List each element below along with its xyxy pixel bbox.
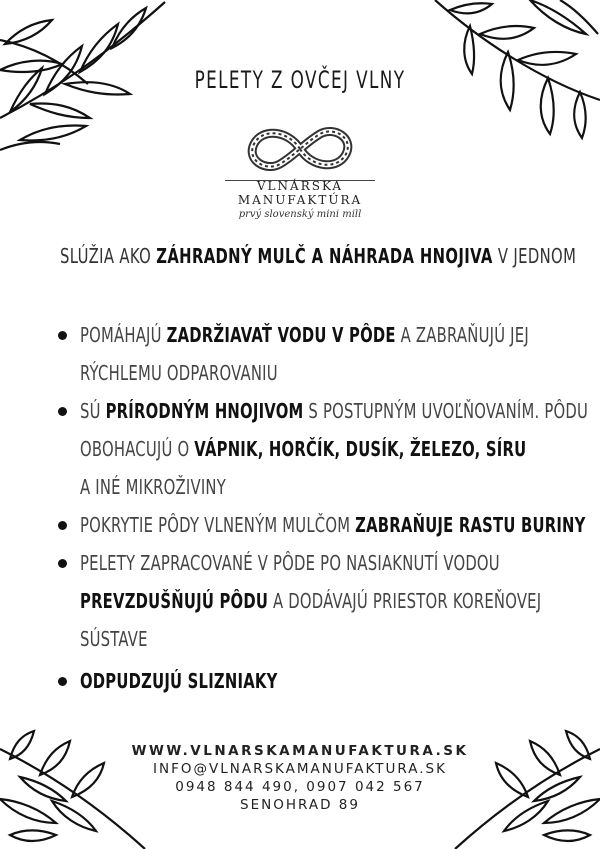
list-item: PELETY ZAPRACOVANÉ V PÔDE PO NASIAKNUTÍ VODOU PREVZDUŠŇUJÚ PÔDU A DODÁVAJÚ PRIESTOR KOREŇOVEJ SÚSTAVE: [50, 544, 600, 658]
list-item: POMÁHAJÚ ZADRŽIAVAŤ VODU V PÔDE A ZABRAŇUJÚ JEJ RÝCHLEMU ODPAROVANIU: [50, 316, 600, 392]
list-item: SÚ PRÍRODNÝM HNOJIVOM S POSTUPNÝM UVOĽŇOVANÍM. PÔDU OBOHACUJÚ O VÁPNIK, HORČÍK, DUSÍK, ŽELEZO, SÍRU A INÉ MIKROŽIVINY: [50, 392, 600, 506]
list-item: POKRYTIE PÔDY VLNENÝM MULČOM ZABRAŇUJE RASTU BURINY: [50, 506, 600, 544]
contact-block: [0, 742, 600, 814]
benefits-list: [50, 316, 600, 700]
brand-logo: [200, 122, 400, 220]
lead-highlight: ZÁHRADNÝ MULČ A NÁHRADA HNOJIVA: [156, 244, 493, 268]
phone-numbers: 0948 844 490, 0907 042 567: [175, 779, 425, 795]
website-link[interactable]: WWW.VLNARSKAMANUFAKTURA.SK: [131, 743, 469, 759]
logo-tagline: prvý slovenský mini mill: [238, 209, 362, 220]
lead-text: SLÚŽIA AKO ZÁHRADNÝ MULČ A NÁHRADA HNOJIVA V JEDNOM: [60, 244, 577, 268]
infinity-rope-icon: [240, 122, 360, 176]
bullet-icon: [58, 677, 67, 686]
bullet-icon: [58, 559, 67, 568]
bullet-icon: [58, 521, 67, 530]
bullet-icon: [58, 331, 67, 340]
logo-name: VLNÁRSKA MANUFAKTÚRA: [237, 179, 363, 207]
address: SENOHRAD 89: [240, 797, 360, 813]
list-item: ODPUDZUJÚ SLIZNIAKY: [50, 662, 600, 700]
bullet-icon: [58, 407, 67, 416]
email-link[interactable]: INFO@VLNARSKAMANUFAKTURA.SK: [153, 761, 447, 777]
page-title: PELETY Z OVČEJ VLNY: [194, 66, 406, 94]
